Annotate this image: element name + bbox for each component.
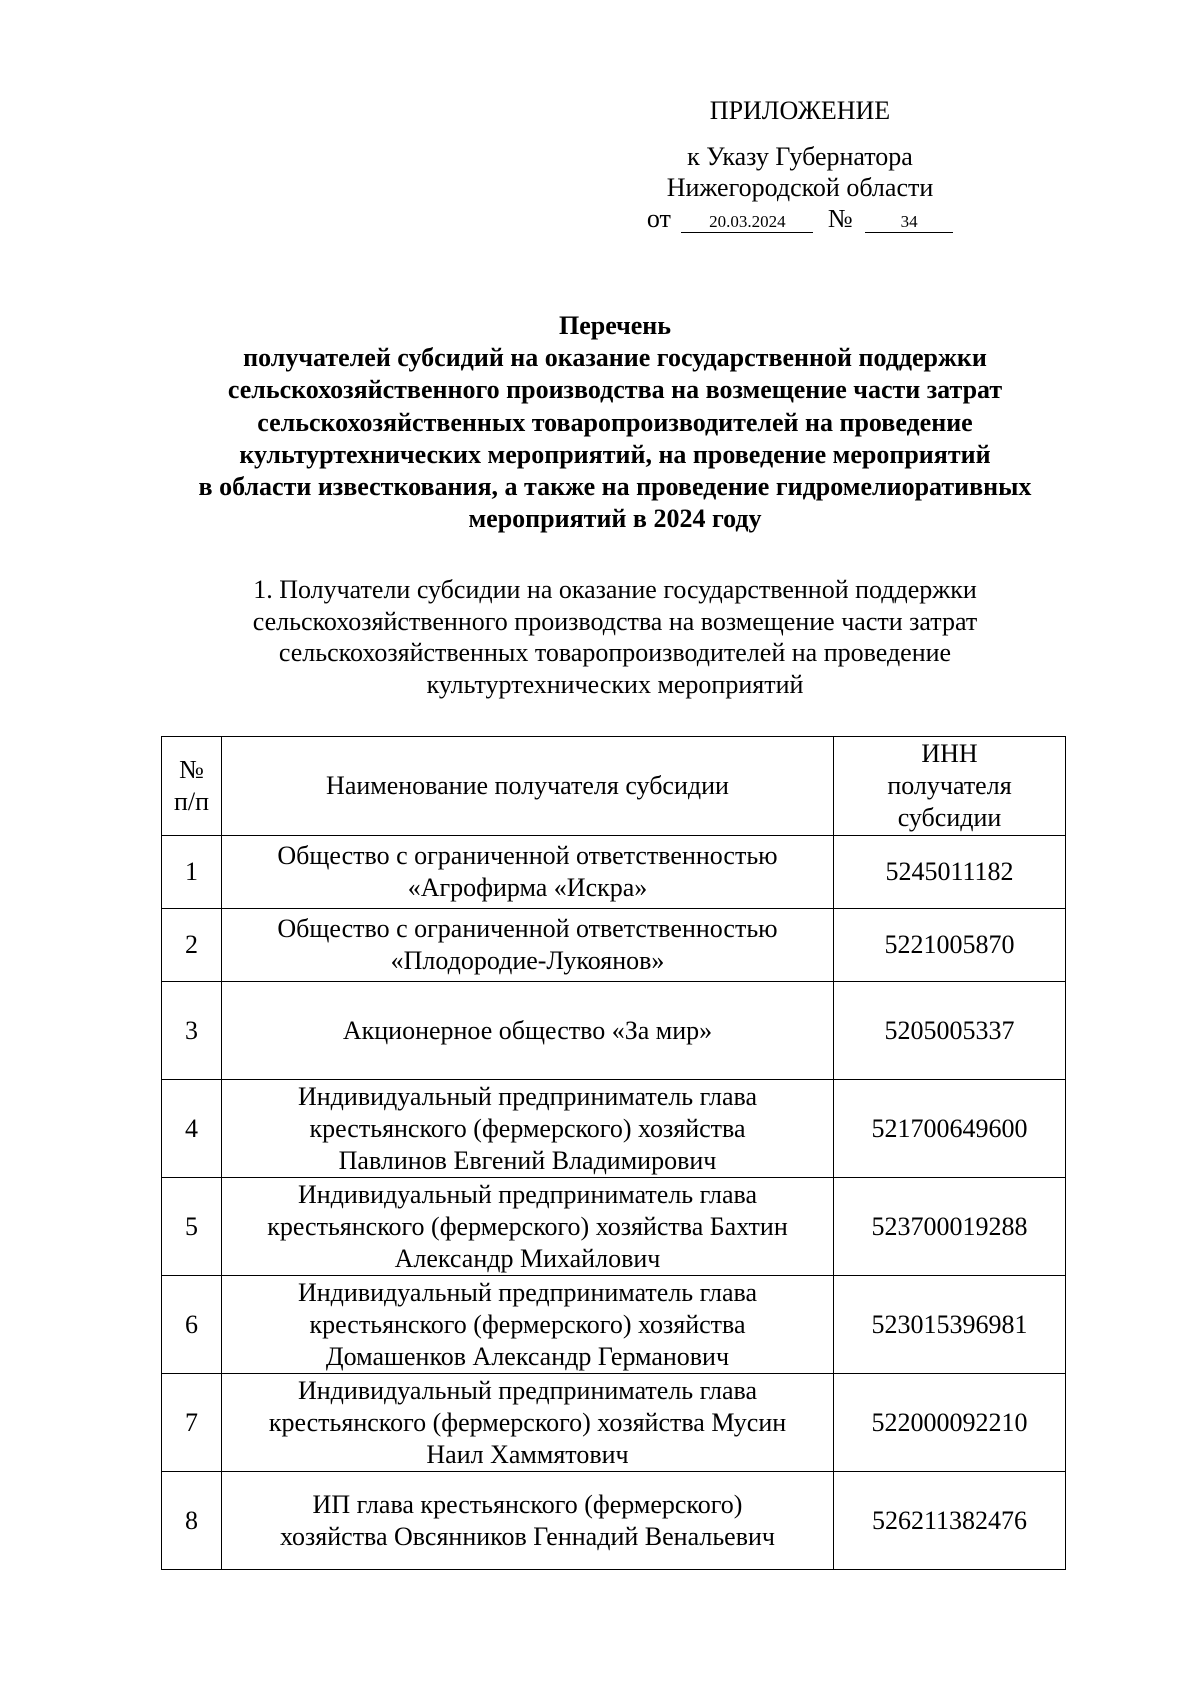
header-number-line: п/п bbox=[173, 787, 210, 816]
recipient-inn: 5245011182 bbox=[834, 836, 1066, 909]
title-line: сельскохозяйственного производства на возмещение части затрат bbox=[227, 375, 1003, 405]
recipient-name bbox=[222, 836, 834, 909]
header-number bbox=[162, 737, 222, 836]
name-line: хозяйства Овсянников Геннадий Венальевич bbox=[280, 1521, 775, 1551]
recipient-name bbox=[222, 1276, 834, 1374]
recipient-name bbox=[222, 1080, 834, 1178]
name-line: «Плодородие-Лукоянов» bbox=[390, 946, 665, 975]
date-prefix: от bbox=[646, 204, 671, 233]
name-line: ИП глава крестьянского (фермерского) bbox=[312, 1489, 743, 1519]
name-line: крестьянского (фермерского) хозяйства bbox=[309, 1309, 746, 1339]
table-row bbox=[162, 982, 1066, 1080]
name-line: крестьянского (фермерского) хозяйства Мусин bbox=[268, 1407, 787, 1437]
document-title bbox=[150, 310, 1080, 535]
appendix-title: ПРИЛОЖЕНИЕ bbox=[709, 96, 891, 125]
header-inn-line: ИНН bbox=[921, 739, 978, 768]
recipient-inn: 523700019288 bbox=[834, 1178, 1066, 1276]
name-line: Александр Михайлович bbox=[394, 1243, 661, 1273]
name-line: Индивидуальный предприниматель глава bbox=[297, 1081, 757, 1111]
recipient-name bbox=[222, 909, 834, 982]
table-row bbox=[162, 1374, 1066, 1472]
name-line: Наил Хаммятович bbox=[426, 1439, 629, 1469]
row-number: 6 bbox=[162, 1276, 222, 1374]
appendix-date-line bbox=[600, 203, 1000, 234]
name-line: Павлинов Евгений Владимирович bbox=[338, 1145, 717, 1175]
header-inn-line: получателя bbox=[887, 771, 1012, 800]
row-number: 7 bbox=[162, 1374, 222, 1472]
table-row bbox=[162, 1080, 1066, 1178]
name-line: Индивидуальный предприниматель глава bbox=[297, 1375, 757, 1405]
name-line: Акционерное общество «За мир» bbox=[342, 1015, 713, 1045]
appendix-line-2: Нижегородской области bbox=[666, 173, 934, 202]
title-line: получателей субсидий на оказание государственной поддержки bbox=[243, 343, 987, 373]
recipient-inn: 5221005870 bbox=[834, 909, 1066, 982]
name-line: Общество с ограниченной ответственностью bbox=[277, 914, 778, 943]
table-row bbox=[162, 1178, 1066, 1276]
header-number-line: № bbox=[179, 755, 204, 784]
name-line: Домашенков Александр Германович bbox=[325, 1341, 730, 1371]
name-line: крестьянского (фермерского) хозяйства Бахтин bbox=[267, 1211, 788, 1241]
decree-date: 20.03.2024 bbox=[681, 212, 813, 233]
recipients-table bbox=[161, 736, 1066, 1570]
recipient-name bbox=[222, 1178, 834, 1276]
header-name: Наименование получателя субсидии bbox=[222, 737, 834, 836]
name-line: Общество с ограниченной ответственностью bbox=[277, 841, 778, 870]
section-line: сельскохозяйственного производства на возмещение части затрат bbox=[252, 606, 978, 636]
section-line: 1. Получатели субсидии на оказание государственной поддержки bbox=[253, 575, 977, 604]
decree-number: 34 bbox=[865, 212, 953, 233]
row-number: 1 bbox=[162, 836, 222, 909]
name-line: крестьянского (фермерского) хозяйства bbox=[309, 1113, 746, 1143]
recipient-name bbox=[222, 1472, 834, 1570]
section-1-heading bbox=[170, 574, 1060, 700]
name-line: Индивидуальный предприниматель глава bbox=[297, 1277, 757, 1307]
title-line: культуртехнических мероприятий, на проведение мероприятий bbox=[239, 439, 991, 469]
appendix-block bbox=[600, 95, 1000, 234]
recipient-name bbox=[222, 1374, 834, 1472]
recipient-inn: 523015396981 bbox=[834, 1276, 1066, 1374]
recipient-inn: 5205005337 bbox=[834, 982, 1066, 1080]
header-inn-line: субсидии bbox=[897, 803, 1002, 832]
row-number: 8 bbox=[162, 1472, 222, 1570]
appendix-line-1: к Указу Губернатора bbox=[687, 142, 913, 171]
section-line: сельскохозяйственных товаропроизводителей на проведение bbox=[278, 638, 952, 667]
row-number: 5 bbox=[162, 1178, 222, 1276]
table-header-row bbox=[162, 737, 1066, 836]
recipient-inn: 521700649600 bbox=[834, 1080, 1066, 1178]
section-line: культуртехнических мероприятий bbox=[426, 669, 804, 699]
title-line: в области известкования, а также на проведение гидромелиоративных bbox=[198, 472, 1032, 502]
title-line: мероприятий в 2024 году bbox=[468, 504, 762, 534]
row-number: 2 bbox=[162, 909, 222, 982]
table-row bbox=[162, 836, 1066, 909]
table-row bbox=[162, 1276, 1066, 1374]
name-line: Индивидуальный предприниматель глава bbox=[297, 1179, 757, 1209]
recipient-inn: 526211382476 bbox=[834, 1472, 1066, 1570]
title-line: Перечень bbox=[558, 311, 672, 340]
number-sign: № bbox=[827, 204, 853, 233]
recipient-name bbox=[222, 982, 834, 1080]
recipient-inn: 522000092210 bbox=[834, 1374, 1066, 1472]
row-number: 3 bbox=[162, 982, 222, 1080]
table-row bbox=[162, 1472, 1066, 1570]
table-row bbox=[162, 909, 1066, 982]
name-line: «Агрофирма «Искра» bbox=[407, 873, 648, 902]
title-line: сельскохозяйственных товаропроизводителей на проведение bbox=[257, 407, 973, 437]
header-inn bbox=[834, 737, 1066, 836]
row-number: 4 bbox=[162, 1080, 222, 1178]
